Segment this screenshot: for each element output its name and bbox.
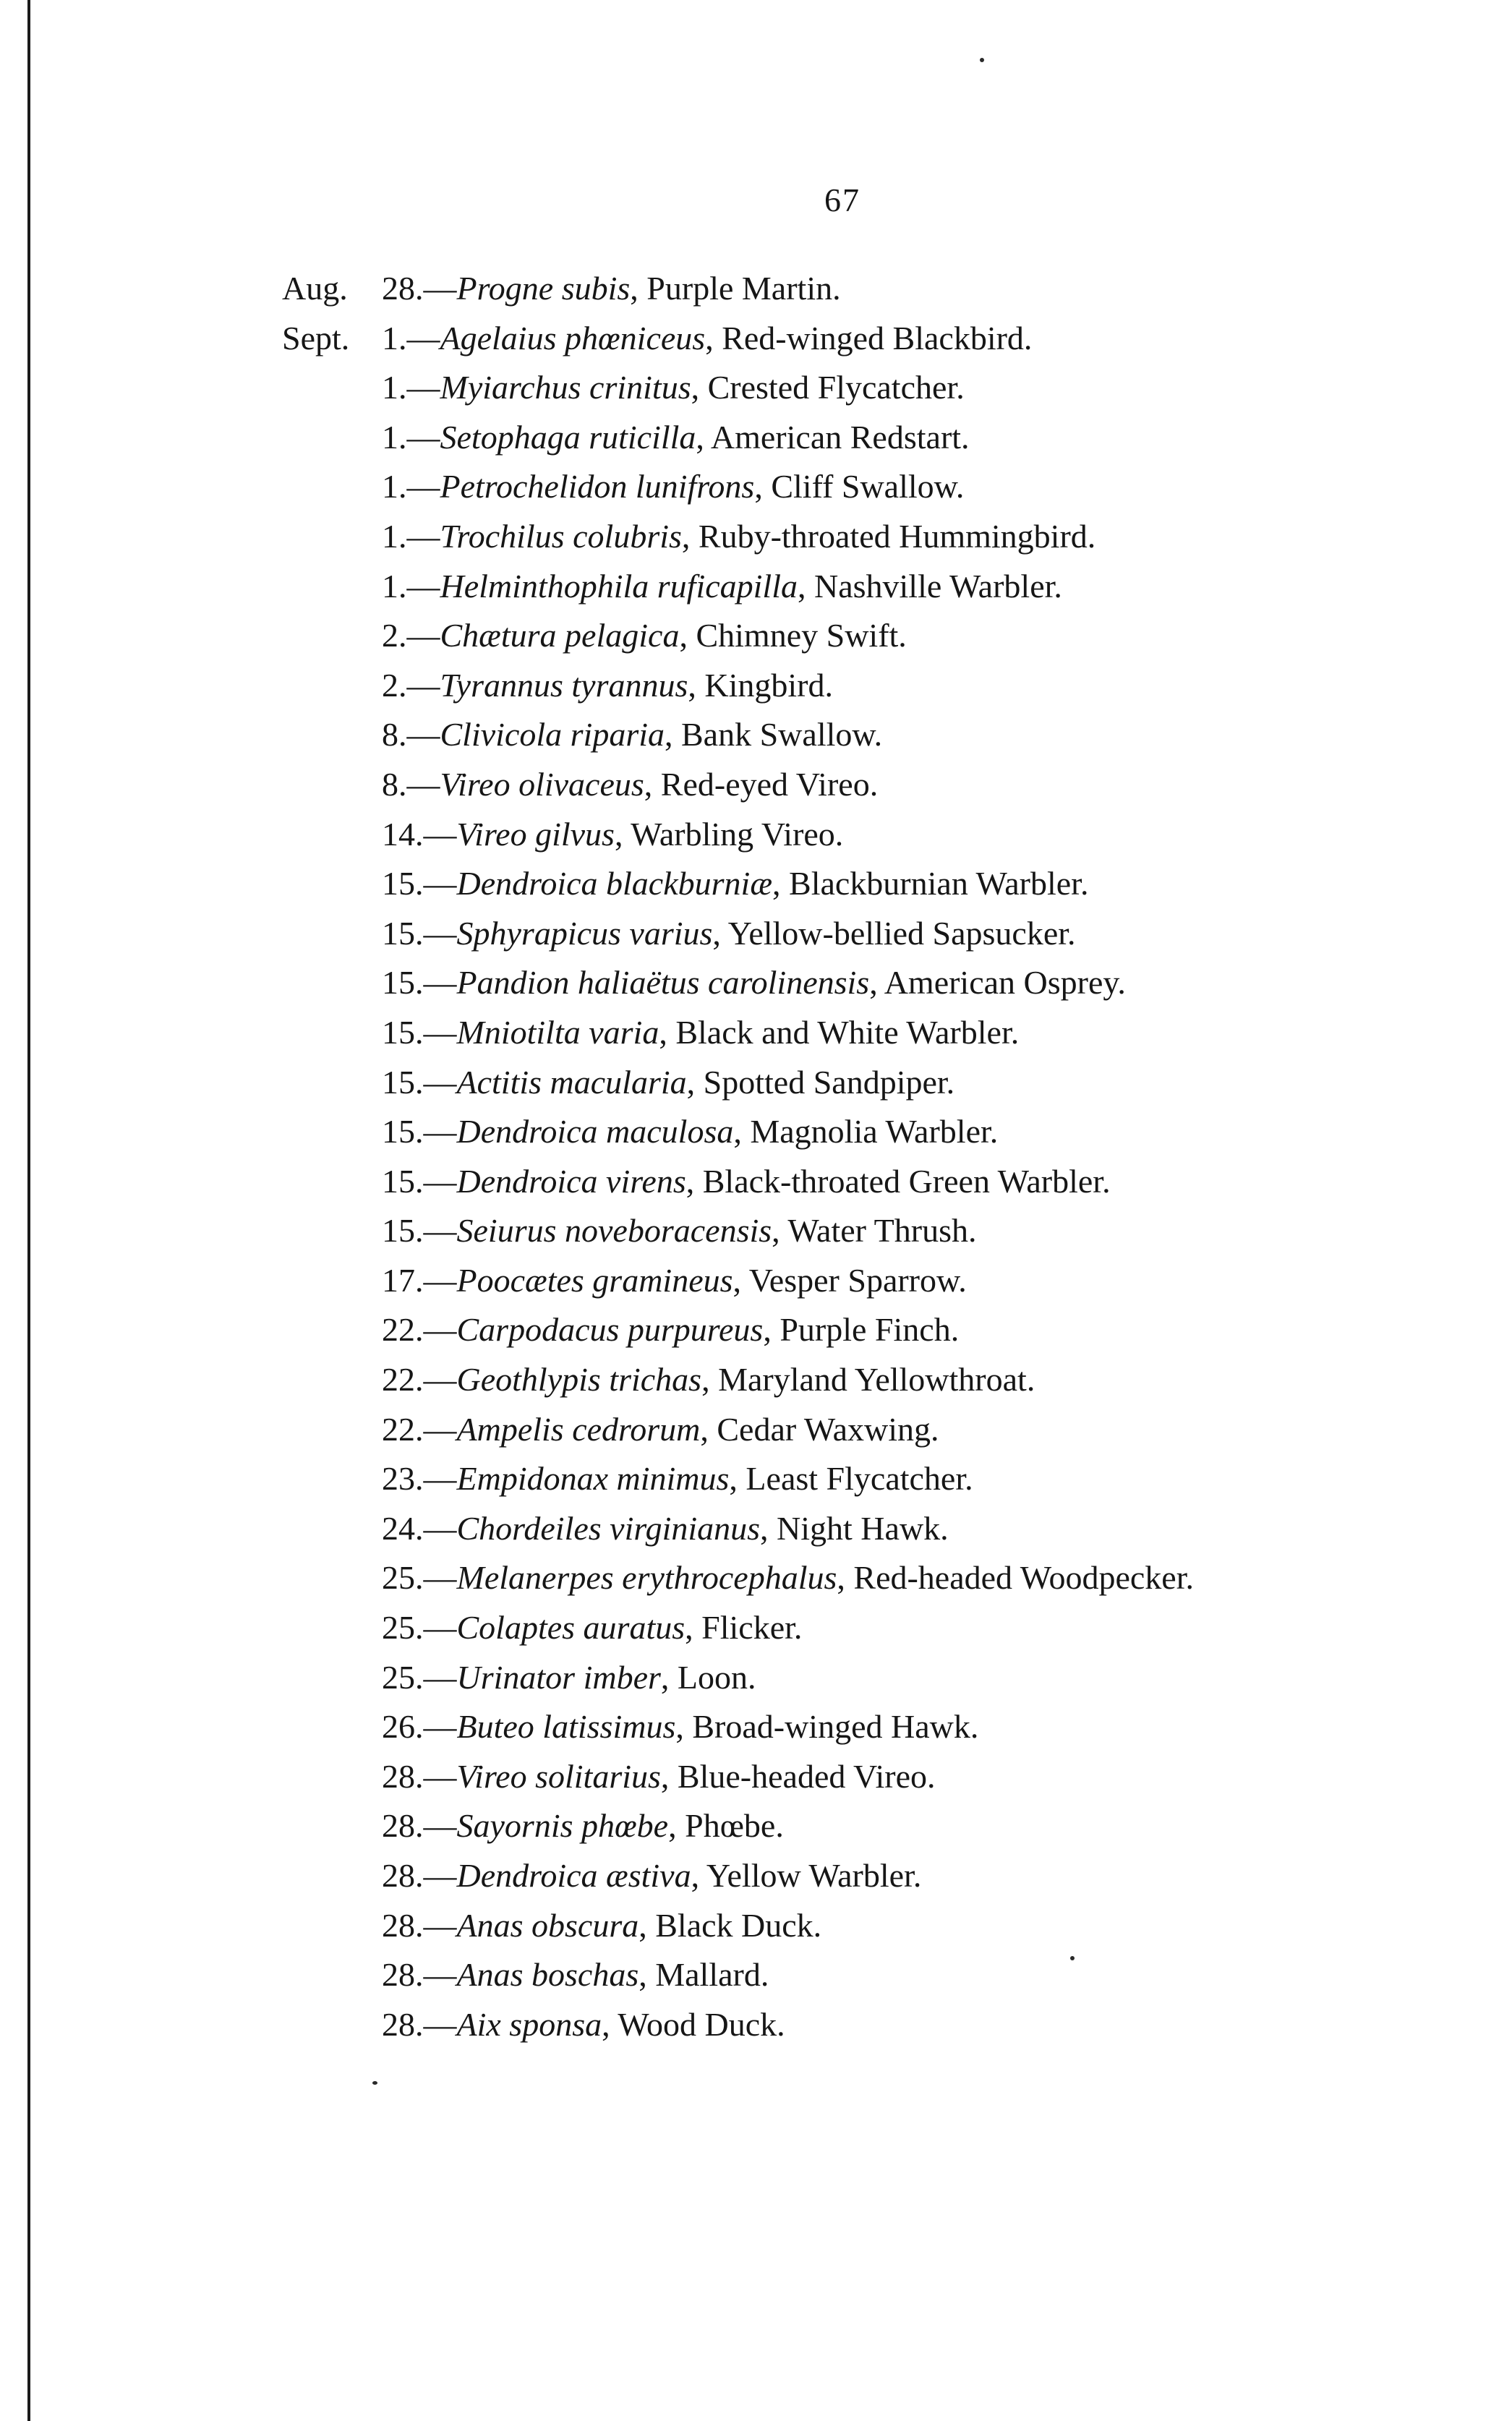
entry-scientific-name: Chordeiles virginianus	[456, 1509, 761, 1547]
record-entry	[0, 1206, 1512, 1256]
entry-common-name: Spotted Sandpiper.	[703, 1063, 955, 1101]
record-entry	[0, 1950, 1512, 2000]
entry-common-name: American Osprey.	[884, 964, 1126, 1002]
entry-text: 15.—Dendroica maculosa, Magnolia Warbler.	[382, 1113, 999, 1150]
record-entry	[0, 1058, 1512, 1108]
entry-scientific-name: Buteo latissimus	[456, 1708, 676, 1746]
entry-common-name: Magnolia Warbler.	[750, 1113, 999, 1150]
entry-common-name: Loon.	[677, 1658, 756, 1696]
entry-text: 8.—Clivicola riparia, Bank Swallow.	[382, 716, 883, 753]
entry-scientific-name: Ampelis cedrorum	[456, 1410, 701, 1448]
entry-common-name: Wood Duck.	[618, 2005, 785, 2043]
entry-text: 1.—Helminthophila ruficapilla, Nashville Warbler.	[382, 567, 1062, 605]
entry-text: 25.—Colaptes auratus, Flicker.	[382, 1609, 803, 1647]
entry-scientific-name: Empidonax minimus	[456, 1460, 730, 1498]
entry-scientific-name: Carpodacus purpureus	[456, 1311, 764, 1349]
entry-common-name: Blue-headed Vireo.	[677, 1757, 936, 1795]
entry-text: 22.—Geothlypis trichas, Maryland Yellowthroat.	[382, 1361, 1035, 1399]
entry-scientific-name: Geothlypis trichas	[456, 1361, 702, 1399]
entry-common-name: Cedar Waxwing.	[717, 1410, 939, 1448]
entry-common-name: Red-winged Blackbird.	[722, 319, 1033, 356]
record-entry	[0, 363, 1512, 413]
entry-text: 2.—Tyrannus tyrannus, Kingbird.	[382, 666, 833, 704]
entry-scientific-name: Sphyrapicus varius	[456, 914, 713, 952]
entry-text: 28.—Aix sponsa, Wood Duck.	[382, 2005, 785, 2043]
entry-scientific-name: Mniotilta varia	[456, 1013, 659, 1051]
entry-day: 1.	[382, 418, 407, 456]
entry-day: 2.	[382, 666, 407, 704]
record-entry	[0, 1256, 1512, 1306]
entry-day: 2.	[382, 617, 407, 654]
entry-common-name: Kingbird.	[704, 666, 833, 704]
entry-text: 15.—Sphyrapicus varius, Yellow-bellied Sapsucker.	[382, 914, 1076, 952]
entry-common-name: Blackburnian Warbler.	[789, 865, 1089, 902]
entry-common-name: Least Flycatcher.	[746, 1460, 973, 1498]
record-entry	[0, 1603, 1512, 1653]
entry-day: 15.	[382, 865, 424, 902]
entry-text: 22.—Ampelis cedrorum, Cedar Waxwing.	[382, 1410, 939, 1448]
entry-text: 14.—Vireo gilvus, Warbling Vireo.	[382, 815, 844, 853]
entry-day: 28.	[382, 1956, 424, 1994]
entry-scientific-name: Chætura pelagica	[440, 617, 680, 654]
ink-speck	[980, 58, 984, 62]
entry-common-name: Chimney Swift.	[696, 617, 907, 654]
entry-day: 28.	[382, 1757, 424, 1795]
entry-day: 15.	[382, 1162, 424, 1200]
entry-common-name: Red-eyed Vireo.	[660, 765, 879, 803]
entry-day: 25.	[382, 1658, 424, 1696]
entry-scientific-name: Progne subis	[456, 270, 631, 307]
entry-text: 2.—Chætura pelagica, Chimney Swift.	[382, 617, 907, 654]
entry-day: 28.	[382, 270, 424, 307]
entry-text: 26.—Buteo latissimus, Broad-winged Hawk.	[382, 1708, 979, 1746]
entry-common-name: Nashville Warbler.	[813, 567, 1062, 605]
entry-scientific-name: Trochilus colubris	[440, 517, 682, 555]
entry-day: 15.	[382, 1113, 424, 1150]
entry-common-name: Broad-winged Hawk.	[692, 1708, 979, 1746]
entry-day: 22.	[382, 1410, 424, 1448]
entry-common-name: Purple Martin.	[646, 270, 841, 307]
page-number: 67	[824, 182, 860, 218]
entry-day: 1.	[382, 567, 407, 605]
entry-text: 15.—Mniotilta varia, Black and White Warbler.	[382, 1013, 1020, 1051]
entry-day: 15.	[382, 964, 424, 1002]
record-entry	[0, 1901, 1512, 1951]
entry-text: 17.—Poocætes gramineus, Vesper Sparrow.	[382, 1261, 967, 1299]
entry-text: 28.—Progne subis, Purple Martin.	[382, 270, 841, 307]
record-entry	[0, 1454, 1512, 1504]
entry-scientific-name: Aix sponsa	[456, 2005, 602, 2043]
entry-common-name: Cliff Swallow.	[771, 468, 965, 505]
record-entry	[0, 1157, 1512, 1207]
entry-common-name: Flicker.	[701, 1609, 803, 1647]
entry-text: 15.—Dendroica blackburniæ, Blackburnian Warbler.	[382, 865, 1089, 902]
entry-scientific-name: Helminthophila ruficapilla	[440, 567, 798, 605]
record-entry	[0, 1008, 1512, 1058]
entry-common-name: American Redstart.	[710, 418, 970, 456]
entry-scientific-name: Actitis macularia	[456, 1063, 687, 1101]
entry-text: 1.—Trochilus colubris, Ruby-throated Hummingbird.	[382, 517, 1096, 555]
entry-text: 1.—Agelaius phœniceus, Red-winged Blackbird.	[382, 319, 1033, 356]
entry-common-name: Yellow Warbler.	[706, 1857, 922, 1894]
entry-text: 24.—Chordeiles virginianus, Night Hawk.	[382, 1509, 949, 1547]
entry-day: 23.	[382, 1460, 424, 1498]
entry-scientific-name: Dendroica maculosa	[456, 1113, 734, 1150]
record-entry	[0, 1801, 1512, 1851]
entry-common-name: Bank Swallow.	[681, 716, 883, 753]
entry-common-name: Crested Flycatcher.	[707, 369, 965, 406]
record-entry	[0, 314, 1512, 364]
record-entry	[0, 512, 1512, 562]
entry-day: 1.	[382, 517, 407, 555]
entry-day: 15.	[382, 1063, 424, 1101]
entry-text: 28.—Anas obscura, Black Duck.	[382, 1906, 822, 1944]
entry-scientific-name: Poocætes gramineus	[456, 1261, 733, 1299]
entry-day: 15.	[382, 1013, 424, 1051]
entry-common-name: Purple Finch.	[780, 1311, 960, 1349]
entry-scientific-name: Clivicola riparia	[440, 716, 665, 753]
entry-text: 25.—Urinator imber, Loon.	[382, 1658, 756, 1696]
entry-text: 28.—Dendroica æstiva, Yellow Warbler.	[382, 1857, 922, 1894]
entry-text: 22.—Carpodacus purpureus, Purple Finch.	[382, 1311, 960, 1349]
record-entry	[0, 413, 1512, 463]
entry-day: 1.	[382, 468, 407, 505]
entry-day: 28.	[382, 1807, 424, 1845]
entry-day: 15.	[382, 914, 424, 952]
record-entry	[0, 562, 1512, 612]
migration-record-list	[0, 264, 1512, 2049]
entry-day: 26.	[382, 1708, 424, 1746]
record-entry	[0, 859, 1512, 909]
entry-scientific-name: Seiurus noveboracensis	[456, 1212, 772, 1250]
entry-scientific-name: Tyrannus tyrannus	[440, 666, 688, 704]
entry-day: 8.	[382, 716, 407, 753]
entry-scientific-name: Setophaga ruticilla	[440, 418, 696, 456]
entry-scientific-name: Agelaius phœniceus	[440, 319, 706, 356]
record-entry	[0, 1851, 1512, 1901]
record-entry	[0, 1504, 1512, 1554]
entry-scientific-name: Melanerpes erythrocephalus	[456, 1559, 837, 1597]
entry-day: 14.	[382, 815, 424, 853]
entry-text: 15.—Dendroica virens, Black-throated Green Warbler.	[382, 1162, 1111, 1200]
entry-day: 25.	[382, 1609, 424, 1647]
entry-scientific-name: Urinator imber	[456, 1658, 661, 1696]
entry-common-name: Water Thrush.	[787, 1212, 977, 1250]
record-entry	[0, 611, 1512, 661]
record-entry	[0, 661, 1512, 711]
entry-scientific-name: Pandion haliaëtus carolinensis	[456, 964, 870, 1002]
entry-common-name: Maryland Yellowthroat.	[718, 1361, 1035, 1399]
record-entry	[0, 1553, 1512, 1603]
record-entry	[0, 1405, 1512, 1455]
entry-text: 28.—Anas boschas, Mallard.	[382, 1956, 769, 1994]
entry-day: 24.	[382, 1509, 424, 1547]
entry-day: 28.	[382, 2005, 424, 2043]
record-entry	[0, 462, 1512, 512]
record-entry	[0, 2000, 1512, 2050]
record-entry	[0, 1107, 1512, 1157]
entry-text: 15.—Pandion haliaëtus carolinensis, American Osprey.	[382, 964, 1126, 1002]
entry-common-name: Phœbe.	[685, 1807, 784, 1845]
entry-month: Sept.	[282, 319, 350, 356]
entry-scientific-name: Vireo solitarius	[456, 1757, 661, 1795]
entry-common-name: Yellow-bellied Sapsucker.	[727, 914, 1076, 952]
entry-scientific-name: Petrochelidon lunifrons	[440, 468, 755, 505]
entry-common-name: Black Duck.	[655, 1906, 822, 1944]
entry-common-name: Night Hawk.	[777, 1509, 949, 1547]
entry-day: 15.	[382, 1212, 424, 1250]
entry-scientific-name: Colaptes auratus	[456, 1609, 685, 1647]
entry-day: 22.	[382, 1361, 424, 1399]
record-entry	[0, 909, 1512, 959]
entry-day: 1.	[382, 369, 407, 406]
entry-common-name: Red-headed Woodpecker.	[853, 1559, 1194, 1597]
entry-text: 25.—Melanerpes erythrocephalus, Red-headed Woodpecker.	[382, 1559, 1194, 1597]
record-entry	[0, 760, 1512, 810]
entry-scientific-name: Myiarchus crinitus	[440, 369, 691, 406]
entry-common-name: Black and White Warbler.	[675, 1013, 1020, 1051]
entry-text: 1.—Setophaga ruticilla, American Redstart.	[382, 418, 970, 456]
entry-text: 8.—Vireo olivaceus, Red-eyed Vireo.	[382, 765, 879, 803]
record-entry	[0, 958, 1512, 1008]
entry-scientific-name: Dendroica blackburniæ	[456, 865, 773, 902]
entry-day: 28.	[382, 1857, 424, 1894]
entry-scientific-name: Sayornis phœbe	[456, 1807, 669, 1845]
entry-day: 28.	[382, 1906, 424, 1944]
entry-day: 1.	[382, 319, 407, 356]
entry-common-name: Warbling Vireo.	[631, 815, 844, 853]
entry-text: 15.—Seiurus noveboracensis, Water Thrush.	[382, 1212, 977, 1250]
entry-text: 23.—Empidonax minimus, Least Flycatcher.	[382, 1460, 973, 1498]
record-entry	[0, 1702, 1512, 1752]
record-entry	[0, 1355, 1512, 1405]
entry-day: 8.	[382, 765, 407, 803]
entry-common-name: Mallard.	[655, 1956, 769, 1994]
entry-text: 1.—Petrochelidon lunifrons, Cliff Swallow.	[382, 468, 965, 505]
entry-day: 22.	[382, 1311, 424, 1349]
record-entry	[0, 710, 1512, 760]
record-entry	[0, 1752, 1512, 1802]
entry-scientific-name: Vireo gilvus	[456, 815, 615, 853]
entry-common-name: Black-throated Green Warbler.	[702, 1162, 1111, 1200]
entry-scientific-name: Anas obscura	[456, 1906, 639, 1944]
entry-day: 17.	[382, 1261, 424, 1299]
entry-common-name: Vesper Sparrow.	[748, 1261, 967, 1299]
entry-scientific-name: Dendroica æstiva	[456, 1857, 691, 1894]
entry-text: 28.—Sayornis phœbe, Phœbe.	[382, 1807, 784, 1845]
entry-text: 28.—Vireo solitarius, Blue-headed Vireo.	[382, 1757, 936, 1795]
entry-text: 15.—Actitis macularia, Spotted Sandpiper.	[382, 1063, 955, 1101]
entry-scientific-name: Dendroica virens	[456, 1162, 686, 1200]
record-entry	[0, 1305, 1512, 1355]
entry-scientific-name: Anas boschas	[456, 1956, 639, 1994]
record-entry	[0, 810, 1512, 860]
entry-scientific-name: Vireo olivaceus	[440, 765, 644, 803]
entry-day: 25.	[382, 1559, 424, 1597]
entry-common-name: Ruby-throated Hummingbird.	[698, 517, 1096, 555]
entry-text: 1.—Myiarchus crinitus, Crested Flycatcher.	[382, 369, 965, 406]
record-entry	[0, 264, 1512, 314]
ink-speck	[372, 2081, 377, 2085]
entry-month: Aug.	[282, 270, 348, 307]
record-entry	[0, 1653, 1512, 1703]
